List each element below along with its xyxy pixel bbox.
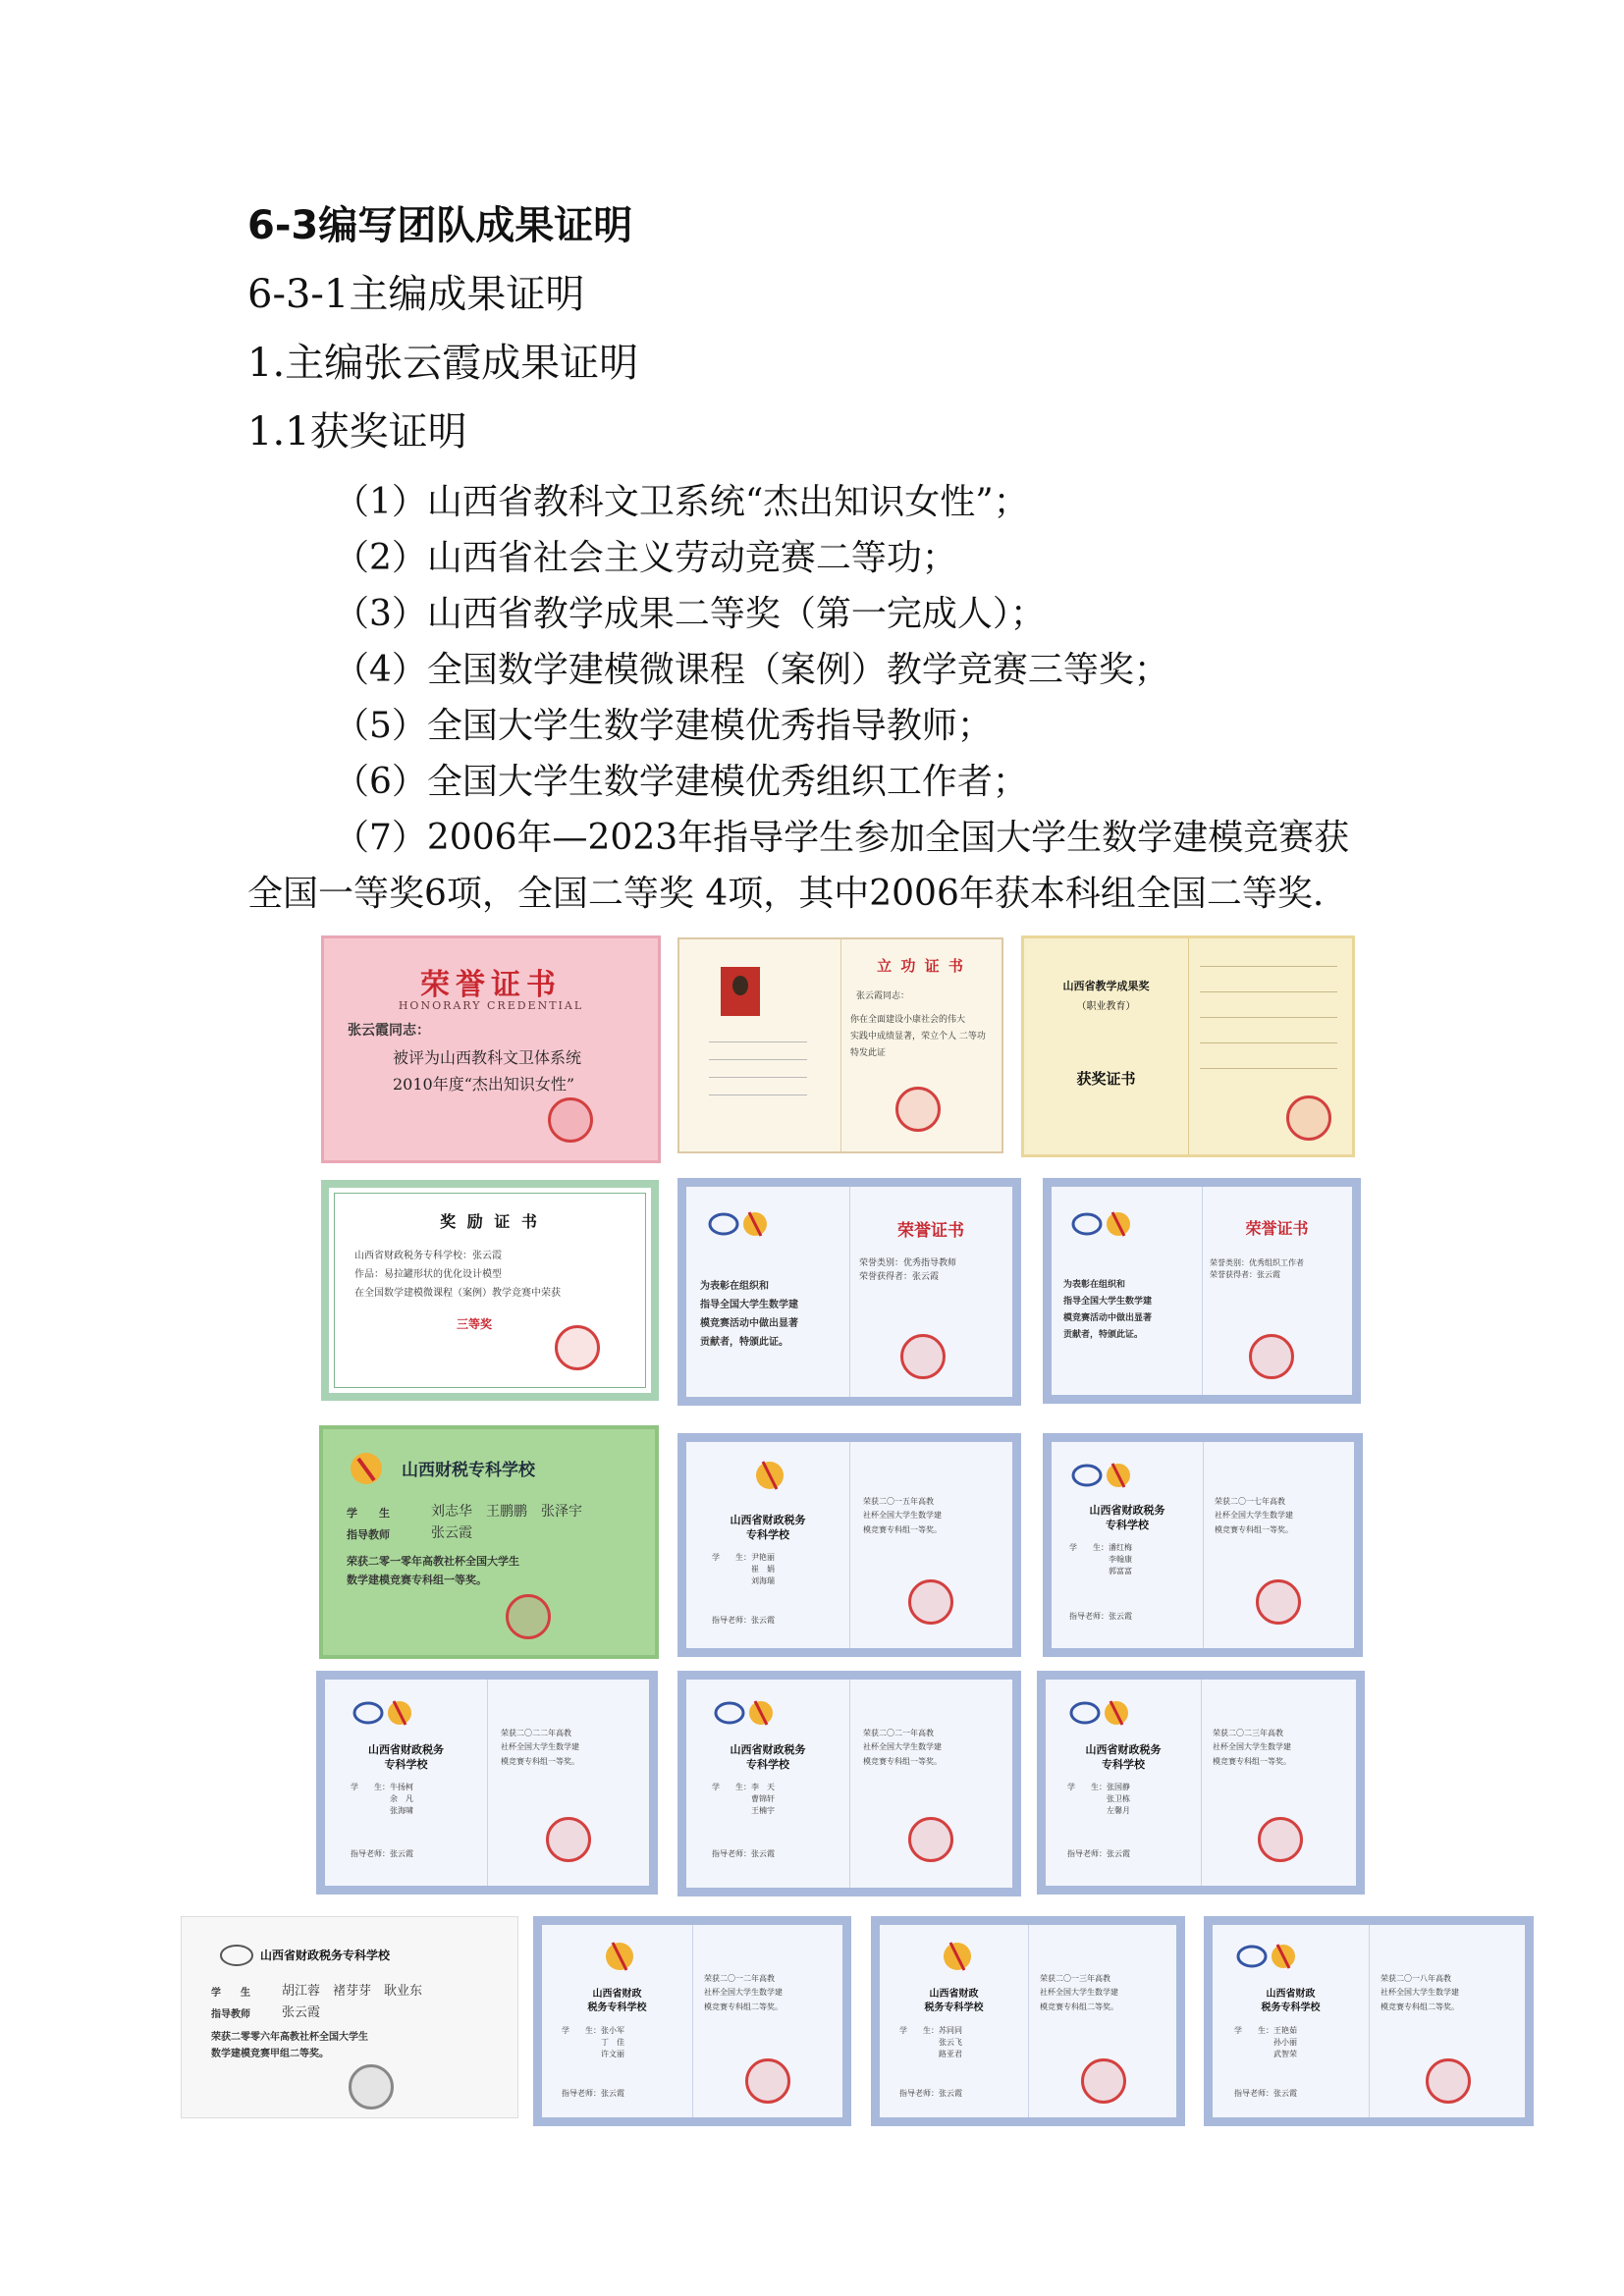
school-name: 山西省财政税务 专科学校 <box>1085 1743 1162 1772</box>
school-name: 山西省财政税务 专科学校 <box>730 1514 806 1542</box>
student-names: 刘志华 王鹏鹏 张泽宇 <box>431 1504 582 1520</box>
certificate-title: 立 功 证 书 <box>877 957 965 975</box>
honor-details: 荣誉类别：优秀指导教师 荣誉获得者：张云霞 <box>859 1258 957 1282</box>
certificate-title: 荣誉证书 <box>420 968 562 1002</box>
red-seal-icon <box>546 1817 591 1862</box>
award-text: 荣获二零一零年高教社杯全国大学生 数学建模竞赛专科组一等奖。 <box>347 1555 519 1586</box>
certificate-2010-first-prize <box>319 1425 659 1659</box>
advisor-label: 指导教师 <box>347 1528 390 1541</box>
award-text: 荣获二〇二三年高教 社杯全国大学生数学建 模竞赛专科组一等奖。 <box>1213 1729 1291 1766</box>
certificate-subtitle: HONORARY CREDENTIAL <box>398 999 584 1012</box>
award-text: 荣获二零零六年高教社杯全国大学生 数学建模竞赛甲组二等奖。 <box>211 2032 368 2059</box>
certificate-body: 为表彰在组织和 指导全国大学生数学建 模竞赛活动中做出显著 贡献者，特颁此证。 <box>700 1281 798 1348</box>
cumcm-logo-icon <box>351 1693 419 1733</box>
red-seal-icon <box>908 1579 953 1625</box>
award-item-3: （3）山西省教学成果二等奖（第一完成人）； <box>334 594 1046 634</box>
students-label: 学 生 <box>347 1507 390 1520</box>
red-seal-icon <box>1256 1579 1301 1625</box>
students-label: 学 生 <box>211 1988 250 1999</box>
school-name: 山西省财政税务 专科学校 <box>368 1743 444 1772</box>
certificate-excellent-organizer <box>1043 1178 1361 1404</box>
award-text: 荣获二〇一七年高教 社杯全国大学生数学建 模竞赛专科组一等奖。 <box>1215 1497 1293 1534</box>
school-name: 山西省财政税务专科学校 <box>260 1949 391 1962</box>
advisor-name: 指导老师：张云霞 <box>562 2089 624 2098</box>
certificate-title: 荣誉证书 <box>1245 1219 1309 1238</box>
student-names: 学 生：牛扬柯 余 凡 张海啸 <box>351 1783 413 1815</box>
certificate-body: 你在全面建设小康社会的伟大 实践中成绩显著，荣立个人 二等功 特发此证 <box>850 1015 986 1059</box>
school-name: 山西省财政 税务专科学校 <box>587 1989 647 2013</box>
cumcm-logo-icon <box>585 1937 654 1976</box>
certificate-2018-second-prize <box>1204 1916 1534 2126</box>
advisor-name: 指导老师：张云霞 <box>1067 1849 1130 1858</box>
red-seal-icon <box>506 1594 551 1639</box>
red-seal-icon <box>895 1087 941 1132</box>
red-seal-icon <box>1081 2058 1126 2104</box>
school-logo-icon <box>217 1943 256 1968</box>
award-text: 荣获二〇二二年高教 社杯全国大学生数学建 模竞赛专科组一等奖。 <box>501 1729 579 1766</box>
school-name: 山西省财政税务 专科学校 <box>1089 1504 1165 1532</box>
award-item-2: （2）山西省社会主义劳动竞赛二等功； <box>334 538 957 578</box>
certificate-excellent-advisor <box>677 1178 1021 1406</box>
certificate-2015-first-prize <box>677 1433 1021 1657</box>
subsection-heading: 6-3-1主编成果证明 <box>247 272 585 317</box>
student-names: 学 生：尹艳丽 崔 娟 刘海瑞 <box>712 1553 775 1585</box>
certificate-title: 荣誉证书 <box>897 1221 964 1241</box>
school-name: 山西省财政 税务专科学校 <box>1261 1989 1321 2013</box>
certificate-recipient: 张云霞同志： <box>856 991 910 1001</box>
award-item-4: （4）全国数学建模微课程（案例）教学竞赛三等奖； <box>334 650 1169 690</box>
certificate-honor-2010 <box>321 935 661 1163</box>
student-names: 学 生：李 天 曹锦轩 王楠宇 <box>712 1783 775 1815</box>
red-seal-icon <box>908 1817 953 1862</box>
student-names: 胡江蓉 褚芽芽 耿业东 <box>282 1984 423 1999</box>
red-seal-icon <box>1258 1817 1303 1862</box>
award-item-1: （1）山西省教科文卫系统“杰出知识女性”； <box>334 482 1029 522</box>
award-item-7-continued: 全国一等奖6项，全国二等奖 4项，其中2006年获本科组全国二等奖. <box>247 874 1325 914</box>
award-item-7: （7）2006年—2023年指导学生参加全国大学生数学建模竞赛获 <box>334 818 1350 858</box>
certificate-title: 奖 励 证 书 <box>440 1212 540 1231</box>
certificate-2013-second-prize <box>871 1916 1185 2126</box>
student-names: 学 生：苏同同 张云飞 路亚君 <box>899 2026 962 2058</box>
award-category: （职业教育） <box>1076 1001 1136 1012</box>
school-name: 山西财税专科学校 <box>402 1461 535 1480</box>
red-seal-icon <box>555 1325 600 1370</box>
certificate-2006-second-prize <box>181 1916 518 2118</box>
award-org: 山西省教学成果奖 <box>1062 980 1150 992</box>
certificate-body: 山西省财政税务专科学校：张云霞 作品：易拉罐形状的优化设计模型 在全国数学建模微课程（案例）教学竞赛中荣获 <box>354 1251 561 1299</box>
person-heading: 1.主编张云霞成果证明 <box>247 341 639 386</box>
red-seal-icon <box>548 1097 593 1143</box>
school-logo-icon <box>345 1449 390 1488</box>
certificate-2012-second-prize <box>533 1916 851 2126</box>
award-text: 荣获二〇一八年高教 社杯全国大学生数学建 模竞赛专科组二等奖。 <box>1380 1974 1459 2011</box>
advisor-name: 指导老师：张云霞 <box>899 2089 962 2098</box>
certificate-title: 获奖证书 <box>1076 1070 1136 1088</box>
advisor-name: 指导老师：张云霞 <box>712 1849 775 1858</box>
cumcm-logo-icon <box>706 1204 775 1244</box>
certificate-2022-first-prize <box>316 1671 658 1895</box>
school-name: 山西省财政税务 专科学校 <box>730 1743 806 1772</box>
award-item-5: （5）全国大学生数学建模优秀指导教师； <box>334 706 993 746</box>
honor-details: 荣誉类别：优秀组织工作者 荣誉获得者：张云霞 <box>1210 1258 1304 1279</box>
red-seal-icon <box>900 1334 946 1379</box>
certificate-teaching-achievement <box>1021 935 1355 1157</box>
certificate-2017-first-prize <box>1043 1433 1363 1657</box>
cumcm-logo-icon <box>923 1937 992 1976</box>
cumcm-logo-icon <box>1067 1693 1136 1733</box>
cumcm-logo-icon <box>735 1456 804 1495</box>
cumcm-logo-icon <box>712 1693 781 1733</box>
advisor-name: 指导老师：张云霞 <box>1069 1612 1132 1621</box>
certificate-2023-first-prize <box>1037 1671 1365 1895</box>
award-text: 荣获二〇一五年高教 社杯全国大学生数学建 模竞赛专科组一等奖。 <box>863 1497 942 1534</box>
awards-heading: 1.1获奖证明 <box>247 409 467 454</box>
certificate-body: 被评为山西教科文卫体系统 2010年度“杰出知识女性” <box>393 1048 582 1095</box>
student-names: 学 生：王艳茹 孙小丽 武智荣 <box>1234 2026 1297 2058</box>
cumcm-logo-icon <box>1069 1456 1138 1495</box>
section-heading: 6-3编写团队成果证明 <box>247 203 633 248</box>
red-seal-icon <box>1426 2058 1471 2104</box>
seal-icon <box>349 2064 394 2109</box>
advisor-name: 张云霞 <box>282 2005 321 2020</box>
advisor-name: 指导老师：张云霞 <box>351 1849 413 1858</box>
student-names: 学 生：潘红梅 李翰康 郭富富 <box>1069 1543 1132 1575</box>
red-seal-icon <box>1249 1334 1294 1379</box>
student-names: 学 生：张国静 张卫栋 左馨月 <box>1067 1783 1130 1815</box>
red-seal-icon <box>745 2058 790 2104</box>
red-seal-icon <box>1286 1095 1331 1141</box>
advisor-name: 张云霞 <box>431 1525 472 1541</box>
award-text: 荣获二〇一二年高教 社杯全国大学生数学建 模竞赛专科组二等奖。 <box>704 1974 783 2011</box>
certificate-2021-first-prize <box>677 1671 1021 1896</box>
advisor-name: 指导老师：张云霞 <box>1234 2089 1297 2098</box>
certificate-body: 为表彰在组织和 指导全国大学生数学建 模竞赛活动中做出显著 贡献者，特颁此证。 <box>1063 1280 1153 1341</box>
cumcm-logo-icon <box>1069 1204 1138 1244</box>
award-text: 荣获二〇一三年高教 社杯全国大学生数学建 模竞赛专科组二等奖。 <box>1040 1974 1118 2011</box>
student-names: 学 生：张小军 丁 佳 许文丽 <box>562 2026 624 2058</box>
prize-level: 三等奖 <box>457 1317 493 1331</box>
award-text: 荣获二〇二一年高教 社杯全国大学生数学建 模竞赛专科组一等奖。 <box>863 1729 942 1766</box>
school-name: 山西省财政 税务专科学校 <box>924 1989 984 2013</box>
cumcm-logo-icon <box>1234 1937 1303 1976</box>
advisor-name: 指导老师：张云霞 <box>712 1616 775 1625</box>
portrait-photo <box>721 967 760 1016</box>
certificate-recipient: 张云霞同志： <box>348 1023 430 1039</box>
award-item-6: （6）全国大学生数学建模优秀组织工作者； <box>334 762 1028 802</box>
certificate-reward-micro-course <box>321 1180 659 1401</box>
certificate-merit <box>677 937 1003 1153</box>
advisor-label: 指导教师 <box>211 2009 250 2020</box>
